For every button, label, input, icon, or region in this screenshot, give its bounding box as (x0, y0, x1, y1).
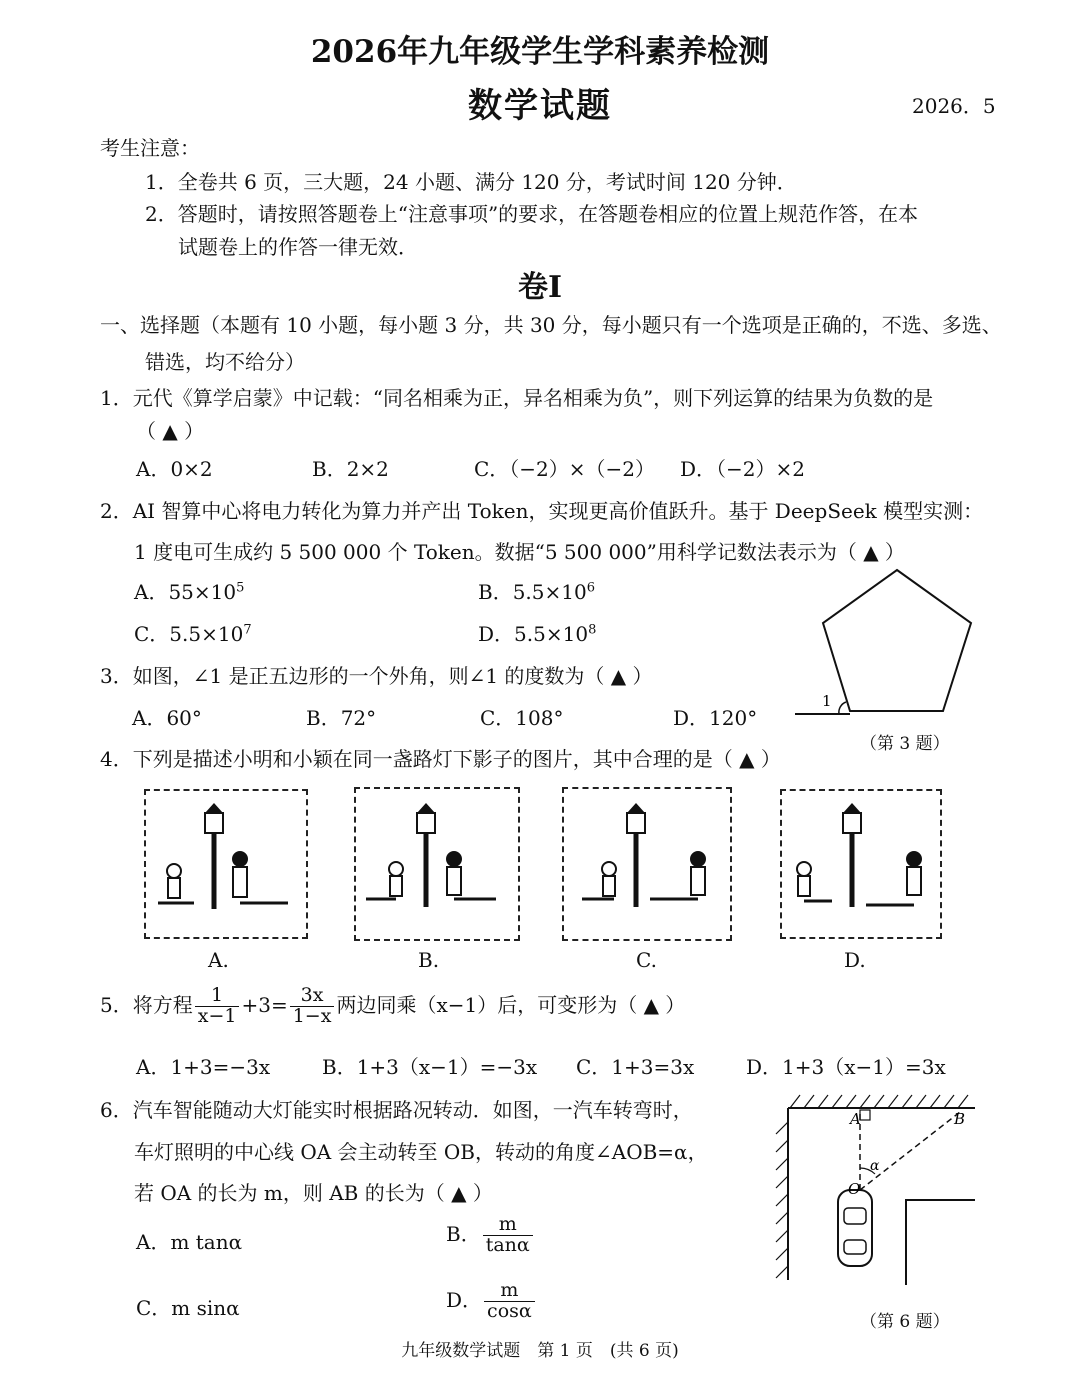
q6-stem-line1: 6．汽车智能随动大灯能实时根据路况转动．如图，一汽车转弯时， (100, 1098, 693, 1122)
q2-option-a: A．$55\times 10^5$ (134, 580, 245, 604)
q1-option-d: D．（−2）×2 (680, 457, 805, 481)
exam-subtitle: 数学试题 (468, 86, 612, 126)
q4-option-c-picture (562, 787, 732, 941)
section-heading-line1: 一、选择题（本题有 10 小题，每小题 3 分，共 30 分，每小题只有一个选项是正确的，不选、多选、 (100, 313, 1002, 337)
q3-option-d: D．120° (673, 706, 758, 730)
q6-option-b: B． $\frac{m}{\tan\alpha}$ (446, 1215, 535, 1256)
q5-stem (100, 986, 685, 1027)
volume-heading: 卷Ⅰ (517, 270, 563, 305)
notice-item-1: 1．全卷共 6 页，三大题，24 小题、满分 120 分，考试时间 120 分钟． (145, 170, 797, 194)
point-a-label: A (850, 1110, 861, 1128)
pentagon-figure (790, 560, 990, 730)
q1-option-a: A．0×2 (136, 457, 213, 481)
streetlamp-icon (782, 791, 940, 937)
q5-option-b: B．1+3（x−1）=−3x (322, 1055, 538, 1079)
q6-option-a: A．m tanα (136, 1230, 243, 1254)
notice-item-2-line2: 试题卷上的作答一律无效． (178, 235, 418, 259)
q4-option-d-picture (780, 789, 942, 939)
q3-option-b: B．72° (306, 706, 377, 730)
exam-date: 2026．5 (912, 94, 996, 118)
q5-stem-mid: +3= (241, 992, 288, 1017)
q3-option-a: A．60° (132, 706, 202, 730)
streetlamp-icon (146, 791, 306, 937)
car-icon (838, 1190, 872, 1266)
q1-answer-blank: （ ▲ ） (136, 419, 205, 443)
q4-label-b: B. (418, 948, 440, 972)
q6-option-d: D． $\frac{m}{\cos\alpha}$ (446, 1281, 537, 1322)
q2-option-c: C．$5.5\times 10^7$ (134, 622, 252, 646)
notice-heading: 考生注意： (100, 136, 200, 160)
q5-option-c: C．1+3=3x (576, 1055, 695, 1079)
q2-stem-line1: 2．AI 智算中心将电力转化为算力并产出 Token，实现更高价值跃升。基于 DeepSeek 模型实测： (100, 499, 984, 523)
q5-option-a: A．1+3=−3x (136, 1055, 271, 1079)
q4-option-a-picture (144, 789, 308, 939)
streetlamp-icon (564, 789, 730, 939)
q6-stem-line2: 车灯照明的中心线 OA 会主动转至 OB，转动的角度∠AOB=α， (134, 1140, 708, 1164)
q4-stem: 4．下列是描述小明和小颖在同一盏路灯下影子的图片，其中合理的是（ ▲ ） (100, 747, 781, 771)
q3-figure-caption: （第 3 题） (860, 734, 950, 754)
q2-option-b: B．$5.5\times 10^6$ (478, 580, 595, 604)
q5-fraction-2: $\frac{3x}{1-x}$ (290, 986, 335, 1027)
q5-fraction-1: $\frac{1}{x-1}$ (195, 986, 240, 1027)
streetlamp-icon (356, 789, 518, 939)
section-heading-line2: 错选，均不给分） (145, 350, 305, 374)
q5-stem-pre: 5．将方程 (100, 992, 193, 1017)
notice-item-2-line1: 2．答题时，请按照答题卷上“注意事项”的要求，在答题卷相应的位置上规范作答，在本 (145, 202, 919, 226)
road-turn-figure (770, 1090, 980, 1290)
angle-alpha-label: α (870, 1158, 880, 1174)
q4-label-c: C. (636, 948, 657, 972)
q3-stem: 3．如图，∠1 是正五边形的一个外角，则∠1 的度数为（ ▲ ） (100, 664, 653, 688)
angle-1-label: 1 (822, 692, 832, 710)
q6-option-c: C．m sinα (136, 1296, 240, 1320)
q5-option-d: D．1+3（x−1）=3x (746, 1055, 946, 1079)
q1-stem: 1．元代《算学启蒙》中记载：“同名相乘为正，异名相乘为负”，则下列运算的结果为负数的是 (100, 386, 934, 410)
q2-option-d: D．$5.5\times 10^8$ (478, 622, 597, 646)
q2-stem-line2: 1 度电可生成约 5 500 000 个 Token。数据“5 500 000”用科学记数法表示为（ ▲ ） (134, 540, 905, 564)
q4-label-a: A. (208, 948, 229, 972)
q4-option-b-picture (354, 787, 520, 941)
q1-option-c: C．（−2）×（−2） (474, 457, 656, 481)
q6-figure-caption: （第 6 题） (860, 1312, 950, 1332)
q1-option-b: B．2×2 (312, 457, 389, 481)
point-b-label: B (954, 1110, 966, 1128)
q3-option-c: C．108° (480, 706, 564, 730)
q6-stem-line3: 若 OA 的长为 m，则 AB 的长为（ ▲ ） (134, 1181, 493, 1205)
page-footer: 九年级数学试题 第 1 页 (共 6 页) (401, 1341, 679, 1361)
q4-label-d: D. (844, 948, 866, 972)
point-o-label: O (848, 1180, 861, 1198)
q5-stem-post: 两边同乘（x−1）后，可变形为（ ▲ ） (336, 992, 686, 1017)
exam-title: 2026年九年级学生学科素养检测 (310, 34, 770, 70)
